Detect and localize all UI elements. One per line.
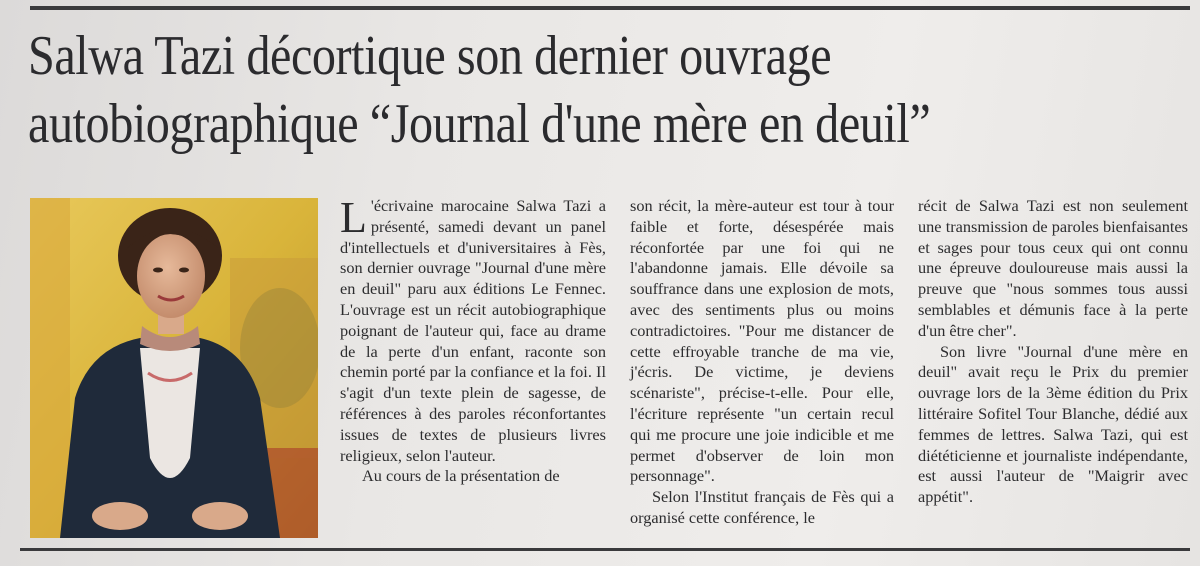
top-rule bbox=[30, 6, 1190, 10]
article-column-1 bbox=[340, 193, 606, 487]
column-1-paragraph-2: Au cours de la présentation de bbox=[362, 466, 560, 486]
author-portrait-photo bbox=[30, 198, 318, 538]
article-column-3 bbox=[918, 196, 1188, 508]
article-headline bbox=[28, 22, 1026, 158]
headline-line-2: autobiographique “Journal d'une mère en deuil” bbox=[28, 93, 931, 155]
column-2-paragraph-2: Selon l'Institut français de Fès qui a organisé cette conférence, le bbox=[630, 487, 894, 527]
bottom-rule bbox=[20, 548, 1190, 551]
column-3-paragraph-1: récit de Salwa Tazi est non seulement une transmission de paroles bienfaisantes et sages pour tous ceux qui ont connu une épreuve douloureuse mais aussi la preuve que "nous sommes tous aussi semblables et démunis face à la perte d'un être cher". bbox=[918, 196, 1188, 340]
column-3-paragraph-2: Son livre "Journal d'une mère en deuil" avait reçu le Prix du premier ouvrage lors de la 3ème édition du Prix littéraire Sofitel Tour Blanche, dédié aux femmes de lettres. Salwa Tazi, qui est diététicienne et journaliste indépendante, est aussi l'auteur de "Maigrir avec appétit". bbox=[918, 341, 1188, 507]
column-1-text: 'écrivaine marocaine Salwa Tazi a présenté, samedi devant un panel d'intellectuels et d'universitaires à Fès, son dernier ouvrage "Journal d'une mère en deuil" paru aux éditions Le Fennec. L'ouvrage est un récit autobiographique poignant de l'auteur qui, face au drame de la perte d'un enfant, raconte son chemin porté par la confiance et la foi. Il s'agit d'un texte plein de sagesse, de références à des paroles réconfortantes issues de textes de plusieurs livres religieux, selon l'auteur. bbox=[340, 196, 606, 465]
drop-cap: L bbox=[340, 193, 367, 242]
headline-line-1: Salwa Tazi décortique son dernier ouvrage bbox=[28, 25, 832, 87]
column-2-paragraph-1: son récit, la mère-auteur est tour à tour faible et forte, désespérée mais réconfortée par une foi qui ne l'abandonne jamais. Elle dévoile sa souffrance dans une explosion de mots, avec des sentiments plus ou moins contradictoires. "Pour me distancer de cette effroyable tranche de ma vie, j'écris. De victime, je deviens scénariste", précise-t-elle. Pour elle, l'écriture représente "un certain recul qui me procure une joie indicible et me permet d'observer de loin mon personnage". bbox=[630, 196, 894, 486]
article-column-2 bbox=[630, 196, 894, 529]
column-1-paragraph-1 bbox=[340, 193, 606, 466]
